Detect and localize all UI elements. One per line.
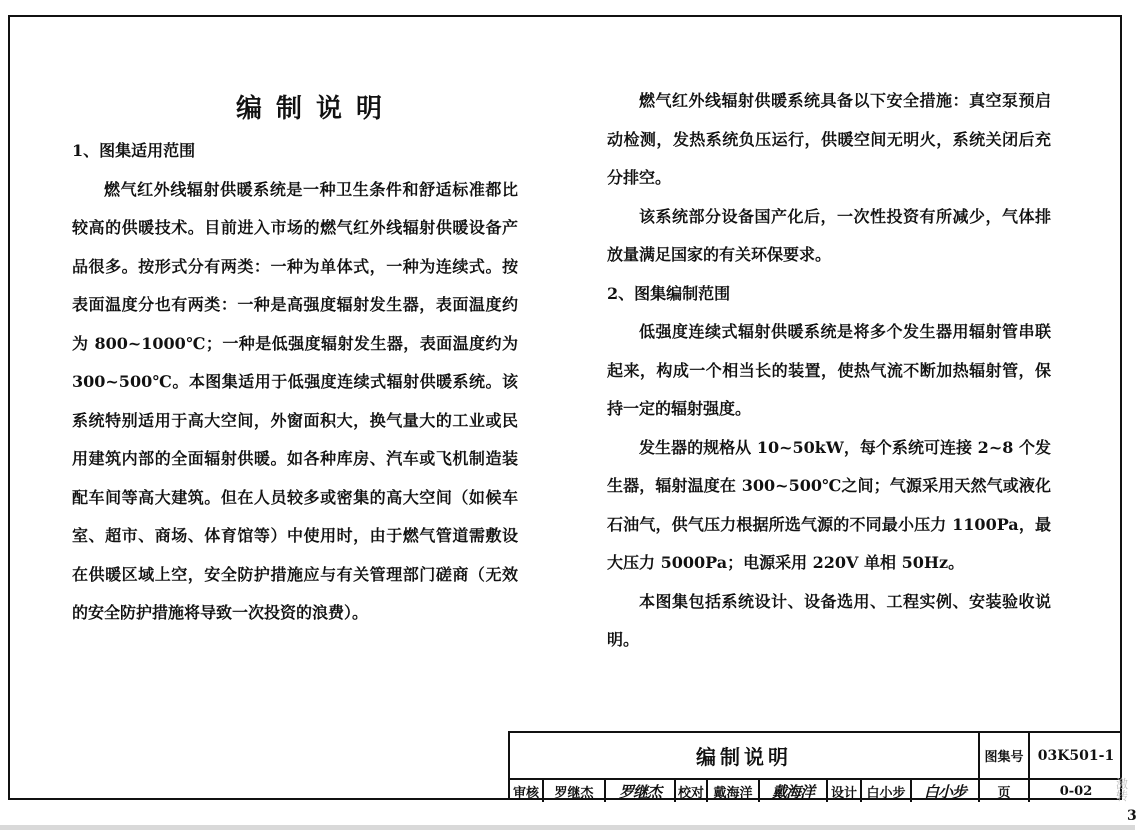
reviewer-name: 罗继杰 xyxy=(544,780,606,802)
designer-name: 白小步 xyxy=(862,780,912,802)
checker-name: 戴海洋 xyxy=(708,780,760,802)
investment-paragraph: 该系统部分设备国产化后，一次性投资有所减少，气体排放量满足国家的有关环保要求。 xyxy=(607,206,1051,264)
review-label: 审核 xyxy=(510,780,544,802)
check-label: 校对 xyxy=(676,780,708,802)
safety-paragraph: 燃气红外线辐射供暖系统具备以下安全措施：真空泵预启动检测，发热系统负压运行，供暖空间无明火，系统关闭后充分排空。 xyxy=(607,91,1051,187)
section2-heading: 2、图集编制范围 xyxy=(607,283,731,303)
right-column xyxy=(607,82,1051,660)
system-paragraph: 低强度连续式辐射供暖系统是将多个发生器用辐射管串联起来，构成一个相当长的装置，使热气流不断加热辐射管，保持一定的辐射强度。 xyxy=(607,322,1051,418)
contents-paragraph: 本图集包括系统设计、设备选用、工程实例、安装验收说明。 xyxy=(607,591,1051,649)
title-block-name: 编制说明 xyxy=(510,733,980,778)
designer-signature: 白小步 xyxy=(912,780,980,802)
title-block xyxy=(508,731,1122,800)
atlas-number: 03K501-1 xyxy=(1037,747,1115,764)
design-label: 设计 xyxy=(828,780,862,802)
section1-heading: 1、图集适用范围 xyxy=(72,141,196,160)
atlas-number-label: 图集号 xyxy=(980,733,1030,778)
spec-paragraph: 发生器的规格从 10~50kW，每个系统可连接 2~8 个发生器，辐射温度在 300~500℃之间；气源采用天然气或液化石油气，供气压力根据所选气源的不同最小压力 1100Pa，最大压力 5000Pa；电源采用 220V 单相 50Hz。 xyxy=(607,437,1051,572)
watermark-stamp: 激转 xyxy=(1116,777,1129,803)
section1-paragraph: 燃气红外线辐射供暖系统是一种卫生条件和舒适标准都比较高的供暖技术。目前进入市场的燃气红外线辐射供暖设备产品很多。按形式分有两类：一种为单体式，一种为连续式。按表面温度分也有两类：一种是高强度辐射发生器，表面温度约为 800~1000℃；一种是低强度辐射发生器，表面温度约为 300~500℃。本图集适用于低强度连续式辐射供暖系统。该系统特别适用于高大空间，外窗面积大，换气量大的工业或民用建筑内部的全面辐射供暖。如各种库房、汽车或飞机制造装配车间等高大建筑。但在人员较多或密集的高大空间（如候车室、超市、商场、体育馆等）中使用时，由于燃气管道需敷设在供暖区域上空，安全防护措施应与有关管理部门磋商（无效的安全防护措施将导致一次投资的浪费）。 xyxy=(72,179,518,622)
page-label: 页 xyxy=(980,780,1030,802)
page-code: 0-02 xyxy=(1059,783,1093,799)
left-column xyxy=(72,132,518,633)
bottom-edge xyxy=(0,825,1135,830)
signature-row xyxy=(510,780,1122,802)
page-title: 编制说明 xyxy=(236,94,397,124)
checker-signature: 戴海洋 xyxy=(760,780,828,802)
page-number: 3 xyxy=(1127,808,1137,824)
reviewer-signature: 罗继杰 xyxy=(606,780,676,802)
